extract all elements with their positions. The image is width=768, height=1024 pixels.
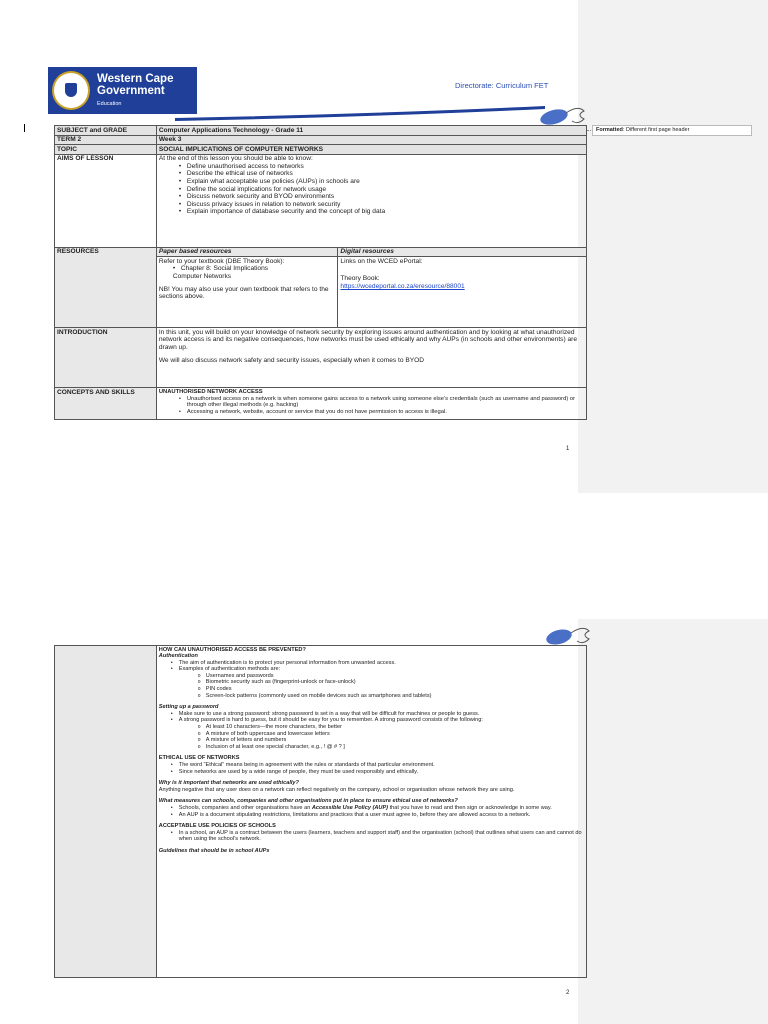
measures-text: Schools, companies and other organisations have an xyxy=(178,804,312,811)
logo-line3: Education xyxy=(97,101,122,107)
list-item: o Inclusion of at least one special character, e.g., ! @ # ? ] xyxy=(206,744,584,751)
topic-row xyxy=(55,145,587,155)
aup-list xyxy=(159,830,584,843)
aims-intro: At the end of this lesson you should be able to know: xyxy=(158,155,313,163)
empty-label-cell xyxy=(55,646,157,978)
introduction-row xyxy=(55,328,587,388)
password-sublist xyxy=(159,724,584,750)
list-item: • Discuss network security and BYOD environments xyxy=(187,193,584,201)
introduction-content xyxy=(156,328,586,388)
intro-paragraph-2: We will also discuss network safety and security issues, especially when it comes to BYOD xyxy=(158,356,425,364)
formatting-comment[interactable] xyxy=(592,125,752,136)
list-item: • Make sure to use a strong password: strong password is set in a way that will be difficult for machines or people to guess. xyxy=(179,711,584,718)
term-value: Week 3 xyxy=(156,135,586,145)
header-swoosh-icon xyxy=(175,100,580,122)
list-item: • Since networks are used by a wide range of people, they must be used responsibly and ethically. xyxy=(179,769,584,776)
measures-list xyxy=(159,805,584,818)
paper-nb: NB! You may also use your own textbook that refers to the sections above. xyxy=(158,285,329,301)
aims-label: AIMS OF LESSON xyxy=(55,154,157,247)
list-item: • Examples of authentication methods are: xyxy=(179,666,584,673)
paper-line: Refer to your textbook (DBE Theory Book): xyxy=(158,257,285,265)
paper-resources xyxy=(156,257,338,328)
list-item: o A mixture of letters and numbers xyxy=(206,737,584,744)
why-text: Anything negative that any user does on a network can reflect negatively on the company, school or organisation whose network they are using. xyxy=(158,786,515,793)
comment-label: Formatted xyxy=(596,127,623,133)
section-heading: HOW CAN UNAUTHORISED ACCESS BE PREVENTED? xyxy=(158,646,306,653)
list-item: o Biometric security such as (fingerprint-unlock or face-unlock) xyxy=(206,679,584,686)
concepts-heading: UNAUTHORISED NETWORK ACCESS xyxy=(158,388,263,395)
list-item: • Define unauthorised access to networks xyxy=(187,163,584,171)
measures-text-end: that you have to read and then sign or acknowledge in some way. xyxy=(388,804,552,811)
auth-title: Authentication xyxy=(158,653,198,660)
list-item: o PIN codes xyxy=(206,686,584,693)
resources-header-row xyxy=(55,247,587,257)
list-item: o Usernames and passwords xyxy=(206,673,584,680)
guidelines-title: Guidelines that should be in school AUPs xyxy=(158,847,270,854)
list-item: • Explain what acceptable use policies (AUPs) in schools are xyxy=(187,178,584,186)
list-item: • Unauthorised access on a network is when someone gains access to a network using someone else’s credentials (such as username and password) or through other illegal methods (e.g. hacking) xyxy=(187,396,584,410)
concepts-label: CONCEPTS AND SKILLS xyxy=(55,388,157,419)
resources-label: RESOURCES xyxy=(55,247,157,328)
list-item: • Chapter 8: Social Implications xyxy=(181,265,336,273)
continued-content xyxy=(156,646,586,978)
lesson-table xyxy=(54,125,587,420)
logo-line1: Western Cape xyxy=(97,73,174,85)
ethical-list xyxy=(159,762,584,775)
subject-row xyxy=(55,126,587,136)
measures-title: What measures can schools, companies and other organisations put in place to ensure ethical use of networks? xyxy=(158,798,458,805)
aims-row xyxy=(55,154,587,247)
coat-of-arms-icon xyxy=(52,71,90,110)
aup-heading: ACCEPTABLE USE POLICIES OF SCHOOLS xyxy=(158,823,276,830)
list-item: • Accessing a network, website, account or service that you do not have permission to access is illegal. xyxy=(187,409,584,416)
lesson-table-continued xyxy=(54,645,587,978)
page-number-1: 1 xyxy=(566,446,570,452)
list-item: • Describe the ethical use of networks xyxy=(187,170,584,178)
digital-resources xyxy=(338,257,587,328)
digital-line2: Theory Book: xyxy=(340,275,380,283)
list-item: o A mixture of both uppercase and lowercase letters xyxy=(206,731,584,738)
password-list xyxy=(159,711,584,724)
digital-line: Links on the WCED ePortal: xyxy=(340,257,423,265)
continued-row xyxy=(55,646,587,978)
why-title: Why is it important that networks are used ethically? xyxy=(158,780,299,787)
concepts-row xyxy=(55,388,587,419)
term-row xyxy=(55,135,587,145)
list-item: • An AUP is a document stipulating restrictions, limitations and practices that a user must agree to, before they are allowed access to a network. xyxy=(179,812,584,819)
aims-list xyxy=(159,163,584,216)
subject-value: Computer Applications Technology - Grade 11 xyxy=(156,126,586,136)
topic-label: TOPIC xyxy=(55,145,157,155)
concepts-content xyxy=(156,388,586,419)
auth-list xyxy=(159,660,584,673)
list-item: o Screen-lock patterns (commonly used on mobile devices such as smartphones and tablets) xyxy=(206,693,584,700)
aims-content xyxy=(156,154,586,247)
logo-line2: Government xyxy=(97,85,165,97)
password-title: Setting up a password xyxy=(158,704,219,711)
auth-sublist xyxy=(159,673,584,699)
ethical-heading: ETHICAL USE OF NETWORKS xyxy=(158,755,240,762)
list-item: • The word “Ethical” means being in agreement with the rules or standards of that particular environment. xyxy=(179,762,584,769)
intro-paragraph: In this unit, you will build on your knowledge of network security by exploring issues around authentication and by looking at what unauthorized network access is and its negative consequences, how networks must be used ethically and why AUPs (in schools and other environments) are drawn up. xyxy=(158,328,578,352)
digital-resources-title: Digital resources xyxy=(338,247,587,257)
paper-line2: Computer Networks xyxy=(172,273,232,281)
concepts-list xyxy=(159,396,584,416)
computer-mouse-icon xyxy=(538,103,588,127)
list-item: o At least 10 characters—the more characters, the better xyxy=(206,724,584,731)
list-item: • The aim of authentication is to protect your personal information from unwanted access. xyxy=(179,660,584,667)
page-gap xyxy=(578,493,768,619)
list-item xyxy=(179,805,584,812)
comment-text: : Different first page header xyxy=(622,127,690,133)
subject-label: SUBJECT and GRADE xyxy=(55,126,157,136)
paper-resources-title: Paper based resources xyxy=(156,247,338,257)
list-item: • Explain importance of database security and the concept of big data xyxy=(187,208,584,216)
text-cursor xyxy=(24,124,25,132)
list-item: • Discuss privacy issues in relation to network security xyxy=(187,201,584,209)
list-item: • Define the social implications for network usage xyxy=(187,186,584,194)
page-number-2: 2 xyxy=(566,990,570,996)
aup-term: Accessible Use Policy (AUP) xyxy=(311,804,389,811)
term-label: TERM 2 xyxy=(55,135,157,145)
paper-list xyxy=(159,265,336,273)
introduction-label: INTRODUCTION xyxy=(55,328,157,388)
directorate-title: Directorate: Curriculum FET xyxy=(455,81,549,90)
topic-value: SOCIAL IMPLICATIONS OF COMPUTER NETWORKS xyxy=(156,145,586,155)
list-item: • A strong password is hard to guess, but it should be easy for you to remember. A strong password consists of the following: xyxy=(179,717,584,724)
list-item: • In a school, an AUP is a contract between the users (learners, teachers and support staff) and the organisation (school) that outlines what users can and cannot do when using the school’s network. xyxy=(179,830,584,843)
eportal-link[interactable]: https://wcedeportal.co.za/eresource/88001 xyxy=(340,283,465,291)
